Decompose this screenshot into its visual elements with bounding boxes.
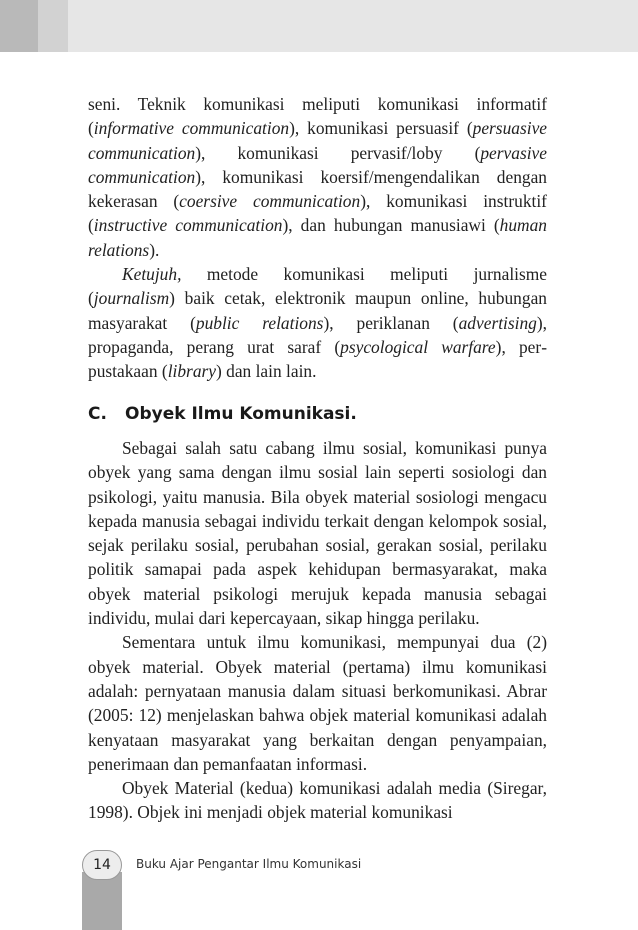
paragraph-ketujuh: Ketujuh, metode komunikasi meliputi jurnalisme (journalism) baik cetak, elektronik maupun online, hubungan masyarakat (public relations), periklanan (advertising), propaganda, perang urat saraf (psycological warfare), perpustakaan (library) dan lain lain. [88,264,547,382]
body-text-section-c [88,436,547,825]
paragraph-obyek-ilmu-sosial: Sebagai salah satu cabang ilmu sosial, komunikasi punya obyek yang sama dengan ilmu sosial lain seperti sosiologi dan psikologi, yaitu manusia. Bila obyek material sosiologi mengacu kepada manusia sebagai individu terkait dengan kelompok sosial, sejak perilaku sosial, perubahan sosial, gerakan sosial, perilaku politik samapai pada aspek kehidupan bermasyarakat, maka obyek material psikologi merujuk kepada manusia sebagai individu, mulai dari kepercayaan, sikap hingga perilaku. [88,438,547,629]
running-footer-title: Buku Ajar Pengantar Ilmu Komunikasi [136,857,362,871]
section-number: C. [88,404,107,424]
section-heading [88,404,547,424]
paragraph-teknik-komunikasi: seni. Teknik komunikasi meliputi komunikasi informatif (informative communication), komunikasi persuasif (persuasive communication), komunikasi pervasif/loby (pervasive communication), komunikasi koersif/mengendalikan dengan kekerasan (coersive communication), komunikasi instruktif (instructive communication), dan hubungan manusiawi (human relations). [88,94,548,260]
paragraph-obyek-material-kedua: Obyek Material (kedua) komunikasi adalah media (Siregar, 1998). Objek ini menjadi objek material komunikasi [88,778,547,823]
section-title: Obyek Ilmu Komunikasi. [125,404,357,424]
header-band [0,0,638,52]
page-number: 14 [82,850,122,880]
header-tab-dark [0,0,38,52]
header-tab-light [38,0,68,52]
footer-bar [82,872,122,930]
paragraph-obyek-material-pertama: Sementara untuk ilmu komunikasi, mempunyai dua (2) obyek material. Obyek material (pertama) ilmu komunikasi adalah: pernyataan manusia dalam situasi berkomunikasi. Abrar (2005: 12) menjelaskan bahwa objek material komunikasi adalah kenyataan masyarakat yang berkaitan dengan penyampaian, penerimaan dan pemanfaatan informasi. [88,632,547,774]
body-text-top [88,92,547,384]
